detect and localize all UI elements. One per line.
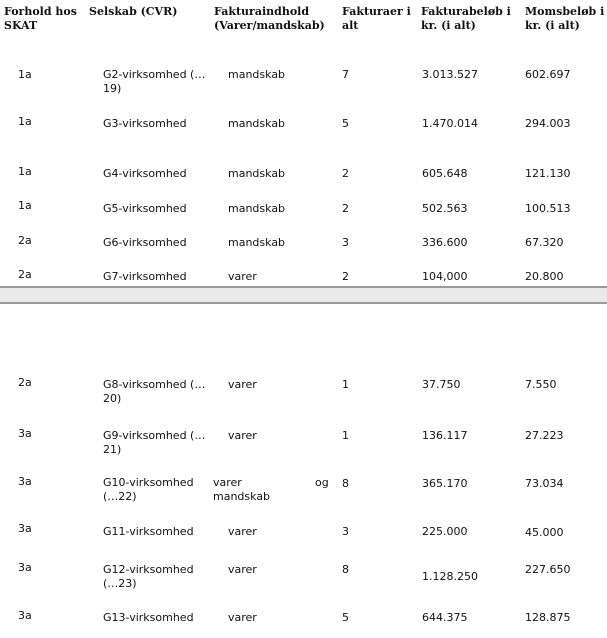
cell-fakturaer: 8: [342, 477, 349, 490]
cell-fakturaindhold: varer: [228, 525, 257, 538]
cell-fakturaindhold: varer: [228, 429, 257, 442]
header-forhold: Forhold hos SKAT: [4, 5, 77, 32]
cell-fakturabelob: 1.470.014: [422, 117, 478, 130]
page-break-band: [0, 286, 607, 304]
cell-fakturabelob: 1.128.250: [422, 570, 478, 583]
cell-momsbelob: 27.223: [525, 429, 564, 442]
cell-selskab: G5-virksomhed: [103, 202, 187, 215]
cell-selskab: G4-virksomhed: [103, 167, 187, 180]
cell-selskab: G8-virksomhed (…: [103, 378, 206, 391]
cell-fakturaer: 3: [342, 236, 349, 249]
cell-fakturaindhold: varer: [228, 378, 257, 391]
cell-fakturaer: 5: [342, 611, 349, 624]
cell-selskab: G6-virksomhed: [103, 236, 187, 249]
cell-fakturaer: 3: [342, 525, 349, 538]
cell-fakturabelob: 225.000: [422, 525, 468, 538]
cell-selskab: G9-virksomhed (…: [103, 429, 206, 442]
cell-forhold: 1a: [18, 165, 32, 178]
cell-forhold: 2a: [18, 268, 32, 281]
cell-selskab: G11-virksomhed: [103, 525, 194, 538]
cell-momsbelob: 294.003: [525, 117, 571, 130]
cell-fakturabelob: 605.648: [422, 167, 468, 180]
cell-selskab: G12-virksomhed: [103, 563, 194, 576]
cell-forhold: 1a: [18, 199, 32, 212]
cell-fakturaindhold: varer: [228, 611, 257, 624]
cell-fakturaer: 2: [342, 202, 349, 215]
cell-momsbelob: 20.800: [525, 270, 564, 283]
cell-forhold: 3a: [18, 475, 32, 488]
cell-selskab-line2: 21): [103, 443, 122, 456]
cell-fakturaindhold: mandskab: [228, 117, 286, 130]
cell-fakturabelob: 336.600: [422, 236, 468, 249]
cell-forhold: 1a: [18, 68, 32, 81]
cell-selskab: G13-virksomhed: [103, 611, 194, 624]
cell-fakturaindhold: mandskab: [228, 68, 286, 81]
cell-fakturabelob: 104,000: [422, 270, 468, 283]
cell-fakturaindhold: mandskab: [228, 167, 286, 180]
cell-selskab: G7-virksomhed: [103, 270, 187, 283]
cell-selskab: G2-virksomhed (…: [103, 68, 206, 81]
cell-fakturaer: 1: [342, 378, 349, 391]
cell-forhold: 3a: [18, 561, 32, 574]
header-fakturaer: Fakturaer i alt: [342, 5, 411, 32]
cell-momsbelob: 121.130: [525, 167, 571, 180]
cell-fakturabelob: 644.375: [422, 611, 468, 624]
header-momsbelob: Momsbeløb i kr. (i alt): [525, 5, 605, 32]
cell-selskab: G3-virksomhed: [103, 117, 187, 130]
header-selskab: Selskab (CVR): [89, 5, 178, 18]
cell-forhold: 2a: [18, 376, 32, 389]
cell-fakturaer: 7: [342, 68, 349, 81]
cell-fakturaindhold: mandskab: [228, 202, 286, 215]
cell-fakturaindhold-line2: mandskab: [213, 490, 271, 503]
cell-selskab-line2: (…22): [103, 490, 137, 503]
cell-momsbelob: 67.320: [525, 236, 564, 249]
cell-selskab-line2: (…23): [103, 577, 137, 590]
cell-forhold: 3a: [18, 522, 32, 535]
cell-forhold: 1a: [18, 115, 32, 128]
cell-momsbelob: 227.650: [525, 563, 571, 576]
cell-momsbelob: 100.513: [525, 202, 571, 215]
cell-fakturabelob: 502.563: [422, 202, 468, 215]
cell-fakturabelob: 37.750: [422, 378, 461, 391]
cell-forhold: 2a: [18, 234, 32, 247]
cell-fakturaer: 5: [342, 117, 349, 130]
cell-momsbelob: 73.034: [525, 477, 564, 490]
cell-fakturaindhold: varer: [228, 270, 257, 283]
header-fakturaindhold: Fakturaindhold (Varer/mandskab): [214, 5, 325, 32]
cell-momsbelob: 7.550: [525, 378, 557, 391]
cell-fakturaer: 8: [342, 563, 349, 576]
cell-fakturabelob: 365.170: [422, 477, 468, 490]
cell-fakturaer: 1: [342, 429, 349, 442]
cell-forhold: 3a: [18, 427, 32, 440]
cell-momsbelob: 602.697: [525, 68, 571, 81]
cell-fakturaindhold-og: og: [315, 476, 329, 489]
cell-fakturaindhold: varer: [213, 476, 242, 489]
cell-fakturaer: 2: [342, 167, 349, 180]
cell-fakturaindhold: varer: [228, 563, 257, 576]
cell-fakturaer: 2: [342, 270, 349, 283]
cell-selskab: G10-virksomhed: [103, 476, 194, 489]
cell-momsbelob: 128.875: [525, 611, 571, 624]
cell-selskab-line2: 20): [103, 392, 122, 405]
cell-fakturabelob: 3.013.527: [422, 68, 478, 81]
cell-momsbelob: 45.000: [525, 526, 564, 539]
cell-forhold: 3a: [18, 609, 32, 622]
cell-fakturaindhold: mandskab: [228, 236, 286, 249]
header-fakturabelob: Fakturabeløb i kr. (i alt): [421, 5, 511, 32]
cell-selskab-line2: 19): [103, 82, 122, 95]
cell-fakturabelob: 136.117: [422, 429, 468, 442]
